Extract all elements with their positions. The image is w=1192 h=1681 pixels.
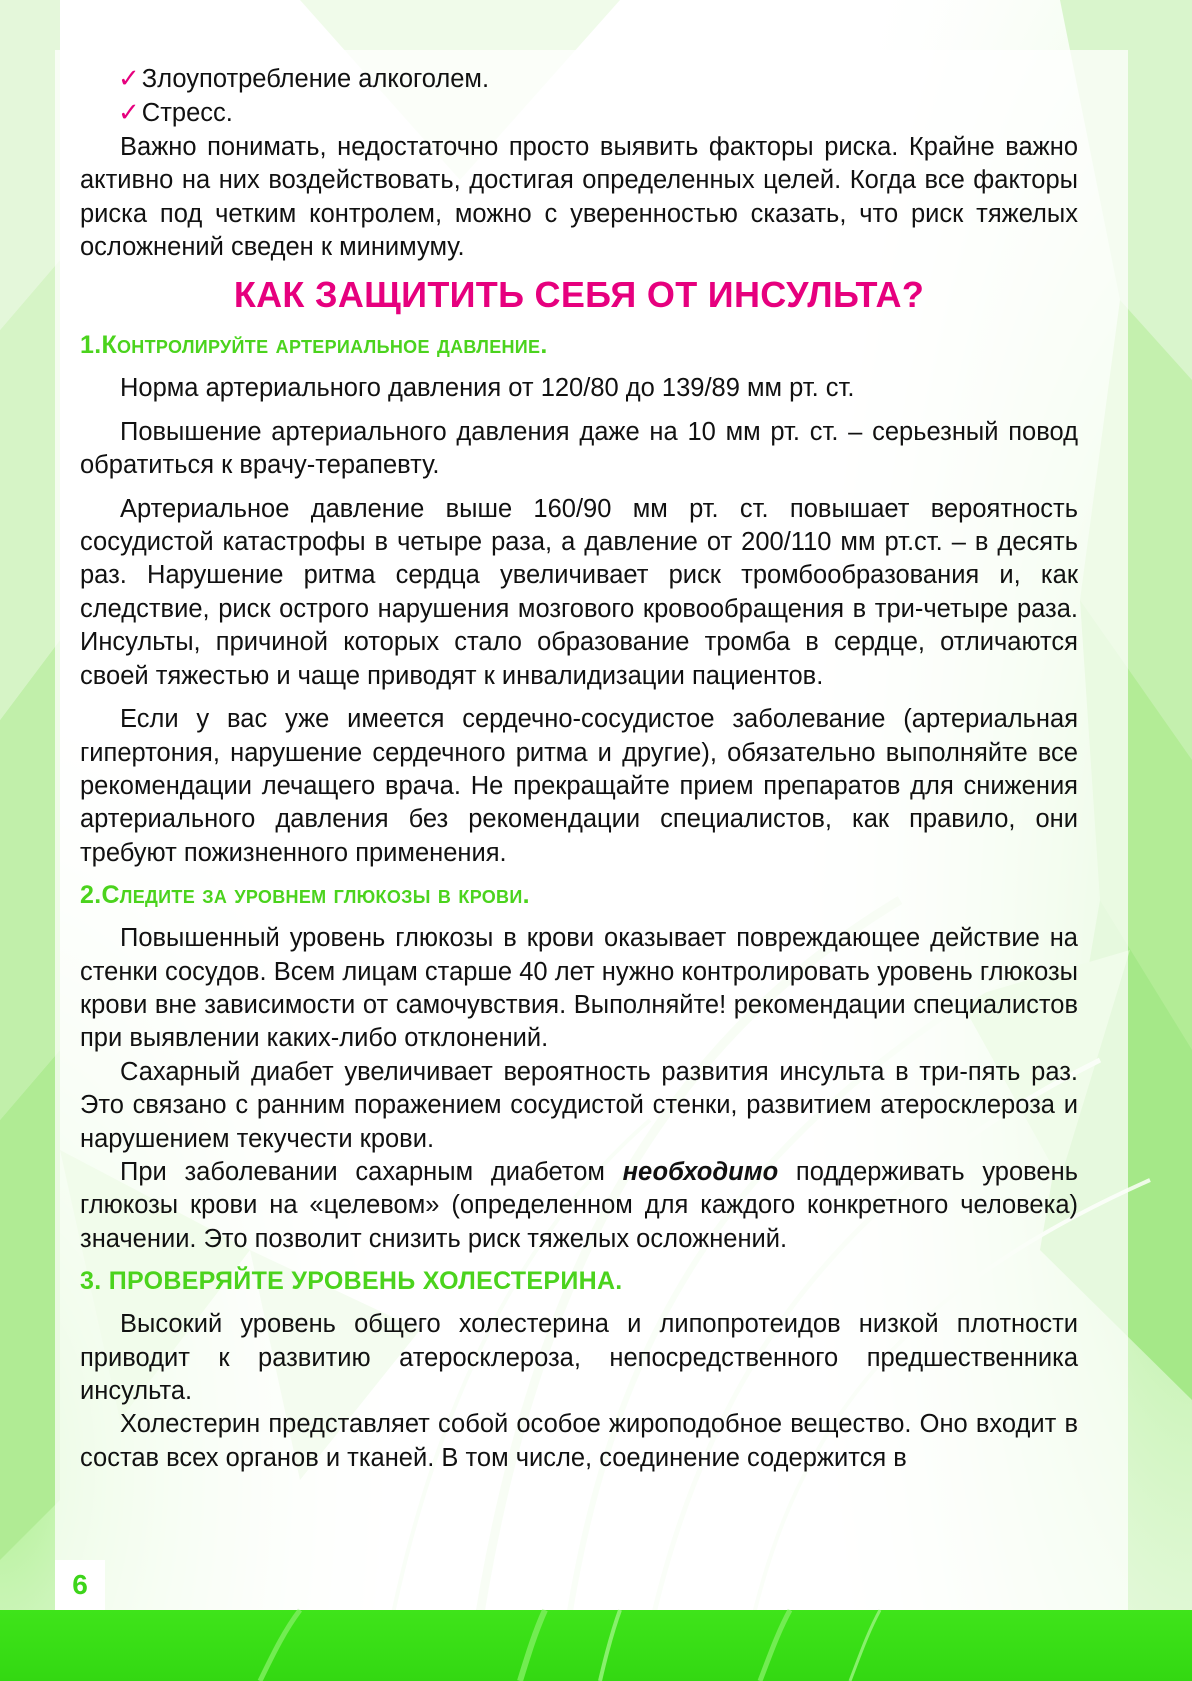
paragraph: Норма артериального давления от 120/80 до 139/89 мм рт. ст. <box>120 374 855 403</box>
page-title: КАК ЗАЩИТИТЬ СЕБЯ ОТ ИНСУЛЬТА? <box>233 274 925 316</box>
intro-paragraph: Важно понимать, недостаточно просто выявить факторы риска. Крайне важно активно на них воздействовать, достигая определенных целей. Когда все факторы риска под четким контролем, можно с уверенностью сказать, что риск тяжелых осложнений сведен к минимуму. <box>80 132 1078 262</box>
paragraph: Сахарный диабет увеличивает вероятность развития инсульта в три-пять раз. Это связано с ранним поражением сосудистой стенки, развитием атеросклероза и нарушением текучести крови. <box>80 1057 1078 1153</box>
paragraph: Если у вас уже имеется сердечно-сосудистое заболевание (артериальная гипертония, нарушение сердечного ритма и другие), обязательно выполняйте все рекомендации лечащего врача. Не прекращайте прием препаратов для снижения артериального давления без рекомендации специалистов, как правило, они требуют пожизненного применения. <box>80 705 1078 867</box>
paragraph: Артериальное давление выше 160/90 мм рт. ст. повышает вероятность сосудистой катастрофы в четыре раза, а давление от 200/110 мм рт.ст. – в десять раз. Нарушение ритма сердца увеличивает риск тромбообразования и, как следствие, риск острого нарушения мозгового кровообращения в три-четыре раза. Инсульты, причиной которых стало образование тромба в сердце, отличаются своей тяжестью и чаще приводят к инвалидизации пациентов. <box>80 494 1078 690</box>
bullet-text: Злоупотребление алкоголем. <box>141 65 490 93</box>
paragraph: Повышение артериального давления даже на 10 мм рт. ст. – серьезный повод обратиться к врачу-терапевту. <box>80 417 1078 480</box>
paragraph: Высокий уровень общего холестерина и липопротеидов низкой плотности приводит к развитию атеросклероза, непосредственного предшественника инсульта. <box>80 1310 1078 1405</box>
checkmark-icon: ✓ <box>118 63 140 93</box>
page-number: 6 <box>55 1560 105 1610</box>
list-item <box>80 62 1078 96</box>
paragraph: Повышенный уровень глюкозы в крови оказывает повреждающее действие на стенки сосудов. Всем лицам старше 40 лет нужно контролировать уровень глюкозы крови вне зависимости от самочувствия. Выполняйте! рекомендации специалистов при выявлении каких-либо отклонений. <box>80 924 1078 1053</box>
text-run: поддерживать уровень глюкозы крови на «целевом» (определенном для каждого конкретного человека) значении. Это позволит снизить риск тяжелых осложнений. <box>80 1157 1078 1253</box>
section-heading-blood-pressure: 1.Контролируйте артериальное давление. <box>80 331 548 360</box>
paragraph: Холестерин представляет собой особое жироподобное вещество. Оно входит в состав всех органов и тканей. В том числе, соединение содержится в <box>80 1410 1078 1472</box>
checkmark-icon: ✓ <box>118 97 140 128</box>
list-item <box>80 96 1078 130</box>
paragraph-emphasis <box>80 1156 1078 1256</box>
page-content <box>80 62 1078 1475</box>
text-run: При заболевании сахарным диабетом <box>120 1157 623 1186</box>
bullet-text: Стресс. <box>141 99 233 128</box>
section-heading-cholesterol: 3. ПРОВЕРЯЙТЕ УРОВЕНЬ ХОЛЕСТЕРИНА. <box>80 1267 623 1296</box>
emphasized-word: необходимо <box>622 1157 779 1186</box>
section-heading-glucose: 2.Следите за уровнем глюкозы в крови. <box>80 881 530 910</box>
